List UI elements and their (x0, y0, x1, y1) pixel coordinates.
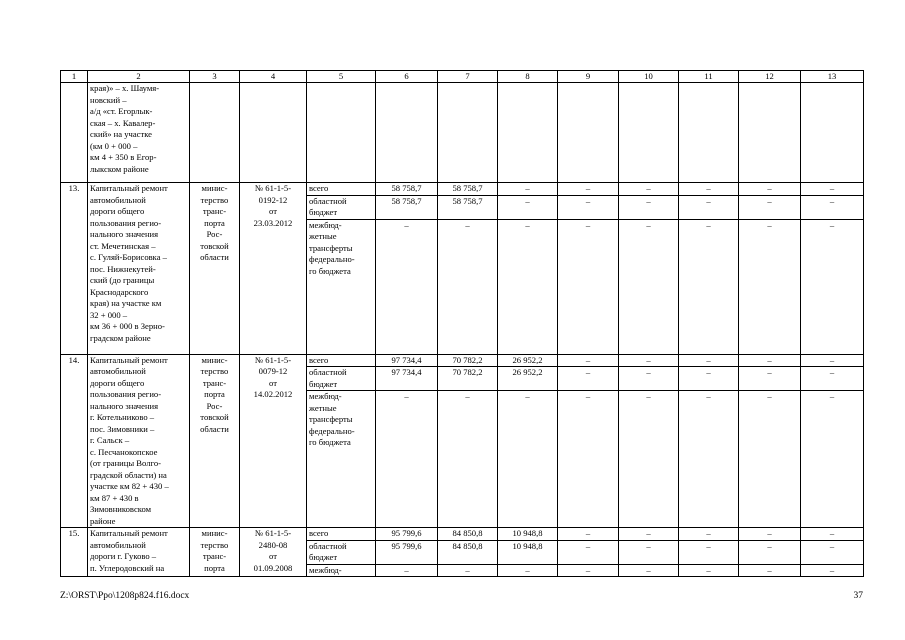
value-cell: – (376, 219, 438, 354)
col-header: 1 (61, 71, 88, 83)
value-cell: – (679, 528, 739, 541)
value-cell: – (558, 354, 619, 367)
col-header: 13 (801, 71, 864, 83)
object-name: Капитальный ремонт автомобильной дороги общего пользования регио- нального значения г. Котельниково – пос. Зимовники – г. Сальск – с. Песчанокопское (от границы Волго- градской области) на участке км 82 + 430 – км 87 + 430 в Зимовниковском районе (88, 354, 190, 528)
value-cell: – (801, 354, 864, 367)
object-name: Капитальный ремонт автомобильной дороги общего пользования регио- нального значения ст. Мечетинская – с. Гуляй-Борисовка – пос. Нижнекутей- ский (до границы Краснодарского края) на участке км 32 + 000 – км 36 + 000 в Зерно- градском районе (88, 183, 190, 355)
value-cell: 97 734,4 (376, 367, 438, 391)
col-header: 4 (240, 71, 307, 83)
value-cell: 58 758,7 (438, 183, 498, 196)
row-number: 14. (61, 354, 88, 528)
value-cell: – (679, 391, 739, 528)
value-cell: – (619, 528, 679, 541)
col-header: 6 (376, 71, 438, 83)
value-cell: – (376, 564, 438, 577)
value-cell: 97 734,4 (376, 354, 438, 367)
value-cell: 84 850,8 (438, 528, 498, 541)
file-path: Z:\ORST\Ppo\1208p824.f16.docx (60, 591, 190, 601)
col-header: 11 (679, 71, 739, 83)
value-cell: 95 799,6 (376, 540, 438, 564)
funding-source: всего (307, 354, 376, 367)
value-cell: – (619, 564, 679, 577)
funding-source: всего (307, 528, 376, 541)
value-cell: 70 782,2 (438, 367, 498, 391)
value-cell: – (739, 528, 801, 541)
value-cell: – (679, 367, 739, 391)
funding-source: межбюд- (307, 564, 376, 577)
funding-source: всего (307, 183, 376, 196)
value-cell: 95 799,6 (376, 528, 438, 541)
value-cell: – (739, 354, 801, 367)
value-cell: – (801, 219, 864, 354)
col-header: 8 (498, 71, 558, 83)
col-header: 10 (619, 71, 679, 83)
value-cell: 84 850,8 (438, 540, 498, 564)
value-cell: – (801, 367, 864, 391)
value-cell: – (801, 540, 864, 564)
value-cell: – (558, 367, 619, 391)
value-cell: – (801, 183, 864, 196)
page-number: 37 (853, 591, 863, 601)
value-cell: – (558, 219, 619, 354)
value-cell: – (619, 219, 679, 354)
value-cell: – (739, 195, 801, 219)
value-cell: 26 952,2 (498, 354, 558, 367)
value-cell: – (498, 219, 558, 354)
document-ref: № 61-1-5- 0192-12 от 23.03.2012 (240, 183, 307, 355)
value-cell: – (558, 540, 619, 564)
value-cell: – (558, 528, 619, 541)
value-cell: – (619, 195, 679, 219)
value-cell: – (438, 564, 498, 577)
value-cell: 10 948,8 (498, 540, 558, 564)
value-cell: – (739, 219, 801, 354)
document-ref: № 61-1-5- 2480-08 от 01.09.2008 (240, 528, 307, 577)
value-cell: – (498, 391, 558, 528)
funding-source: областной бюджет (307, 367, 376, 391)
funding-source: областной бюджет (307, 540, 376, 564)
col-header: 9 (558, 71, 619, 83)
col-header: 12 (739, 71, 801, 83)
table-row (61, 528, 864, 541)
col-header: 7 (438, 71, 498, 83)
continued-row (61, 83, 864, 183)
value-cell: – (498, 183, 558, 196)
value-cell: – (558, 195, 619, 219)
col-header: 2 (88, 71, 190, 83)
value-cell: 26 952,2 (498, 367, 558, 391)
value-cell: – (619, 354, 679, 367)
value-cell: – (739, 564, 801, 577)
value-cell: – (739, 391, 801, 528)
value-cell: – (801, 195, 864, 219)
value-cell: – (498, 195, 558, 219)
funding-source: межбюд- жетные трансферты федерально- го бюджета (307, 219, 376, 354)
value-cell: 58 758,7 (376, 183, 438, 196)
value-cell: – (801, 564, 864, 577)
value-cell: 70 782,2 (438, 354, 498, 367)
value-cell: 10 948,8 (498, 528, 558, 541)
value-cell: 58 758,7 (438, 195, 498, 219)
value-cell: – (558, 564, 619, 577)
table-row (61, 183, 864, 196)
customer: минис- терство транс- порта (190, 528, 240, 577)
row-number: 15. (61, 528, 88, 577)
value-cell: 58 758,7 (376, 195, 438, 219)
col-header: 3 (190, 71, 240, 83)
budget-table (60, 70, 864, 577)
value-cell: – (801, 528, 864, 541)
value-cell: – (438, 219, 498, 354)
value-cell: – (558, 183, 619, 196)
value-cell: – (619, 391, 679, 528)
value-cell: – (739, 367, 801, 391)
object-name: края)» – х. Шаумя- новский – а/д «ст. Егорлык- ская – х. Кавалер- ский» на участке (км 0 + 000 – км 4 + 350 в Егор- лыкском районе (88, 83, 190, 183)
value-cell: – (619, 367, 679, 391)
value-cell: – (558, 391, 619, 528)
column-number-row (61, 71, 864, 83)
funding-source: областной бюджет (307, 195, 376, 219)
value-cell: – (376, 391, 438, 528)
row-number: 13. (61, 183, 88, 355)
value-cell: – (679, 195, 739, 219)
value-cell: – (679, 219, 739, 354)
value-cell: – (739, 540, 801, 564)
value-cell: – (498, 564, 558, 577)
value-cell: – (438, 391, 498, 528)
customer: минис- терство транс- порта Рос- товской области (190, 183, 240, 355)
value-cell: – (801, 391, 864, 528)
table-row (61, 354, 864, 367)
customer: минис- терство транс- порта Рос- товской области (190, 354, 240, 528)
object-name: Капитальный ремонт автомобильной дороги г. Гуково – п. Углеродовский на (88, 528, 190, 577)
value-cell: – (619, 540, 679, 564)
col-header: 5 (307, 71, 376, 83)
value-cell: – (679, 183, 739, 196)
document-ref: № 61-1-5- 0079-12 от 14.02.2012 (240, 354, 307, 528)
value-cell: – (679, 540, 739, 564)
value-cell: – (679, 354, 739, 367)
value-cell: – (739, 183, 801, 196)
value-cell: – (679, 564, 739, 577)
funding-source: межбюд- жетные трансферты федерально- го бюджета (307, 391, 376, 528)
value-cell: – (619, 183, 679, 196)
